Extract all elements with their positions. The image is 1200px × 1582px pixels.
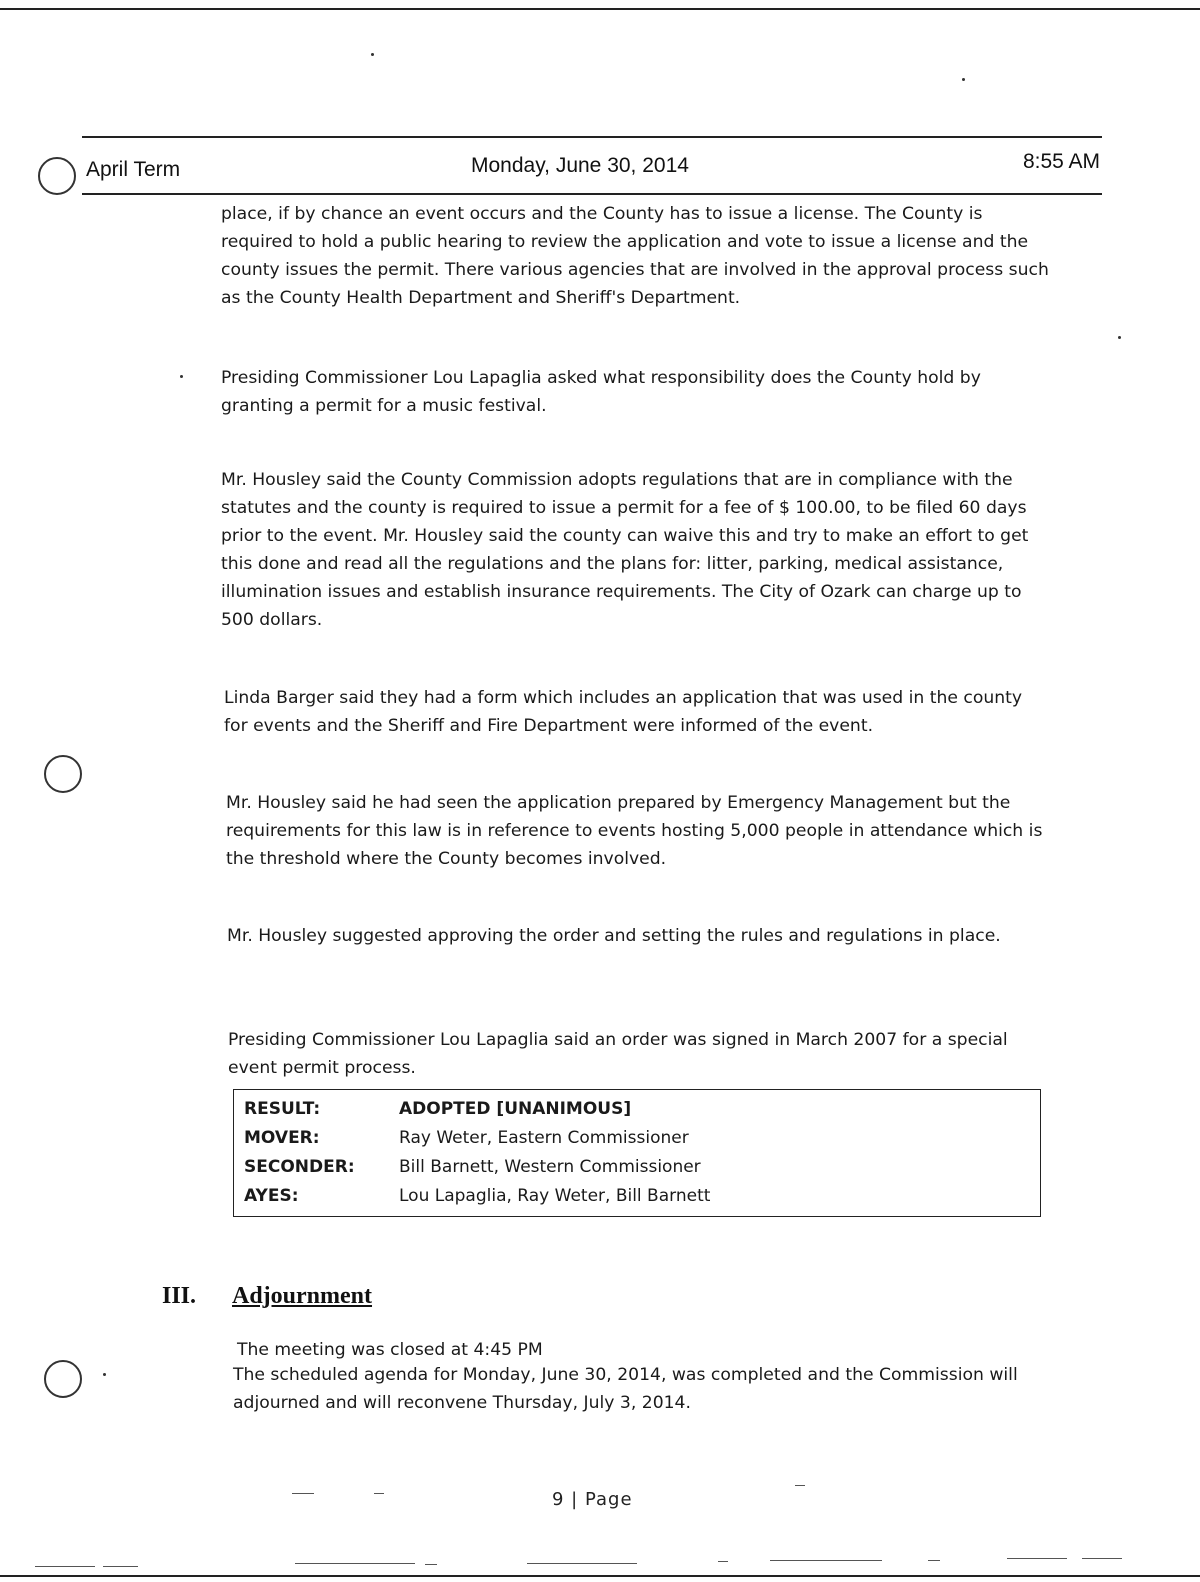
scan-speck [103,1373,106,1376]
seconder-value: Bill Barnett, Western Commissioner [399,1157,701,1177]
paragraph-text: Linda Barger said they had a form which includes an application that was used in the county for events and the Sheriff and Fire Department were informed of the event. [224,688,1023,736]
paragraph-text: Mr. Housley said he had seen the application prepared by Emergency Management but the requirements for this law is in reference to events hosting 5,000 people in attendance which is the threshold where the County becomes involved. [226,793,1043,869]
scan-dash [527,1563,637,1564]
mover-value: Ray Weter, Eastern Commissioner [399,1128,689,1148]
header-term: April Term [86,158,181,181]
adjournment-text: The meeting was closed at 4:45 PM [237,1340,543,1360]
result-row-result [244,1099,1034,1127]
scan-dash [770,1560,882,1561]
scan-dash [1007,1558,1067,1559]
paragraph-7 [228,1026,1008,1082]
page-header [86,150,1102,186]
scan-bottom-edge [0,1575,1200,1577]
scan-top-edge [0,8,1200,10]
scan-dash [1082,1558,1122,1559]
paragraph-text: place, if by chance an event occurs and the County has to issue a license. The County is required to hold a public hearing to review the application and vote to issue a license and the county issues the permit. There various agencies that are involved in the approval process such as the County Health Department and Sheriff's Department. [221,204,1049,308]
paragraph-text: Presiding Commissioner Lou Lapaglia asked what responsibility does the County hold by granting a permit for a music festival. [221,368,981,416]
result-row-mover [244,1128,1034,1156]
scan-dash [718,1561,728,1562]
paragraph-2 [221,364,1051,420]
paragraph-4 [224,684,1024,740]
adjournment-line-2 [233,1361,1043,1417]
scan-dash [425,1564,437,1565]
result-label: RESULT: [244,1099,321,1119]
scan-dash [292,1493,314,1494]
scan-dash [103,1566,138,1567]
result-row-ayes [244,1186,1034,1214]
paragraph-text: Mr. Housley said the County Commission adopts regulations that are in compliance with the statutes and the county is required to issue a permit for a fee of $ 100.00, to be filed 60 days prior to the event. Mr. Housley said the county can waive this and try to make an effort to get this done and read all the regulations and the plans for: litter, parking, medical assistance, illumination issues and establish insurance requirements. The City of Ozark can charge up to 500 dollars. [221,470,1029,630]
scan-speck [962,78,965,81]
header-rule-top [82,136,1102,138]
ayes-value: Lou Lapaglia, Ray Weter, Bill Barnett [399,1186,711,1206]
section-title: Adjournment [232,1283,373,1309]
result-value: ADOPTED [UNANIMOUS] [399,1099,632,1119]
paragraph-text: Mr. Housley suggested approving the order and setting the rules and regulations in place. [227,926,1001,946]
header-time: 8:55 AM [1022,150,1100,173]
paragraph-text: Presiding Commissioner Lou Lapaglia said an order was signed in March 2007 for a special event permit process. [228,1030,1008,1078]
paragraph-6 [227,922,1007,950]
paragraph-5 [226,789,1046,873]
header-rule-bottom [82,193,1102,195]
page-number: 9 | Page [552,1489,633,1510]
scan-dash [374,1493,384,1494]
scan-dash [795,1485,805,1486]
adjournment-text: The scheduled agenda for Monday, June 30, 2014, was completed and the Commission will adjourned and will reconvene Thursday, July 3, 2014. [233,1365,1018,1413]
result-row-seconder [244,1157,1034,1185]
seconder-label: SECONDER: [244,1157,355,1177]
scan-dash [35,1566,95,1567]
binder-hole-top [38,157,76,195]
header-date: Monday, June 30, 2014 [471,154,689,177]
scan-dash [928,1560,940,1561]
paragraph-1 [221,200,1051,312]
section-number: III. [162,1283,197,1309]
scan-dash [295,1563,415,1564]
vote-result-table [233,1089,1041,1217]
scan-speck [371,53,374,56]
mover-label: MOVER: [244,1128,320,1148]
binder-hole-bottom [44,1360,82,1398]
binder-hole-middle [44,755,82,793]
adjournment-line-1 [237,1336,1037,1364]
paragraph-3 [221,466,1051,634]
scan-speck [1118,336,1121,339]
ayes-label: AYES: [244,1186,299,1206]
scan-speck [180,375,183,378]
